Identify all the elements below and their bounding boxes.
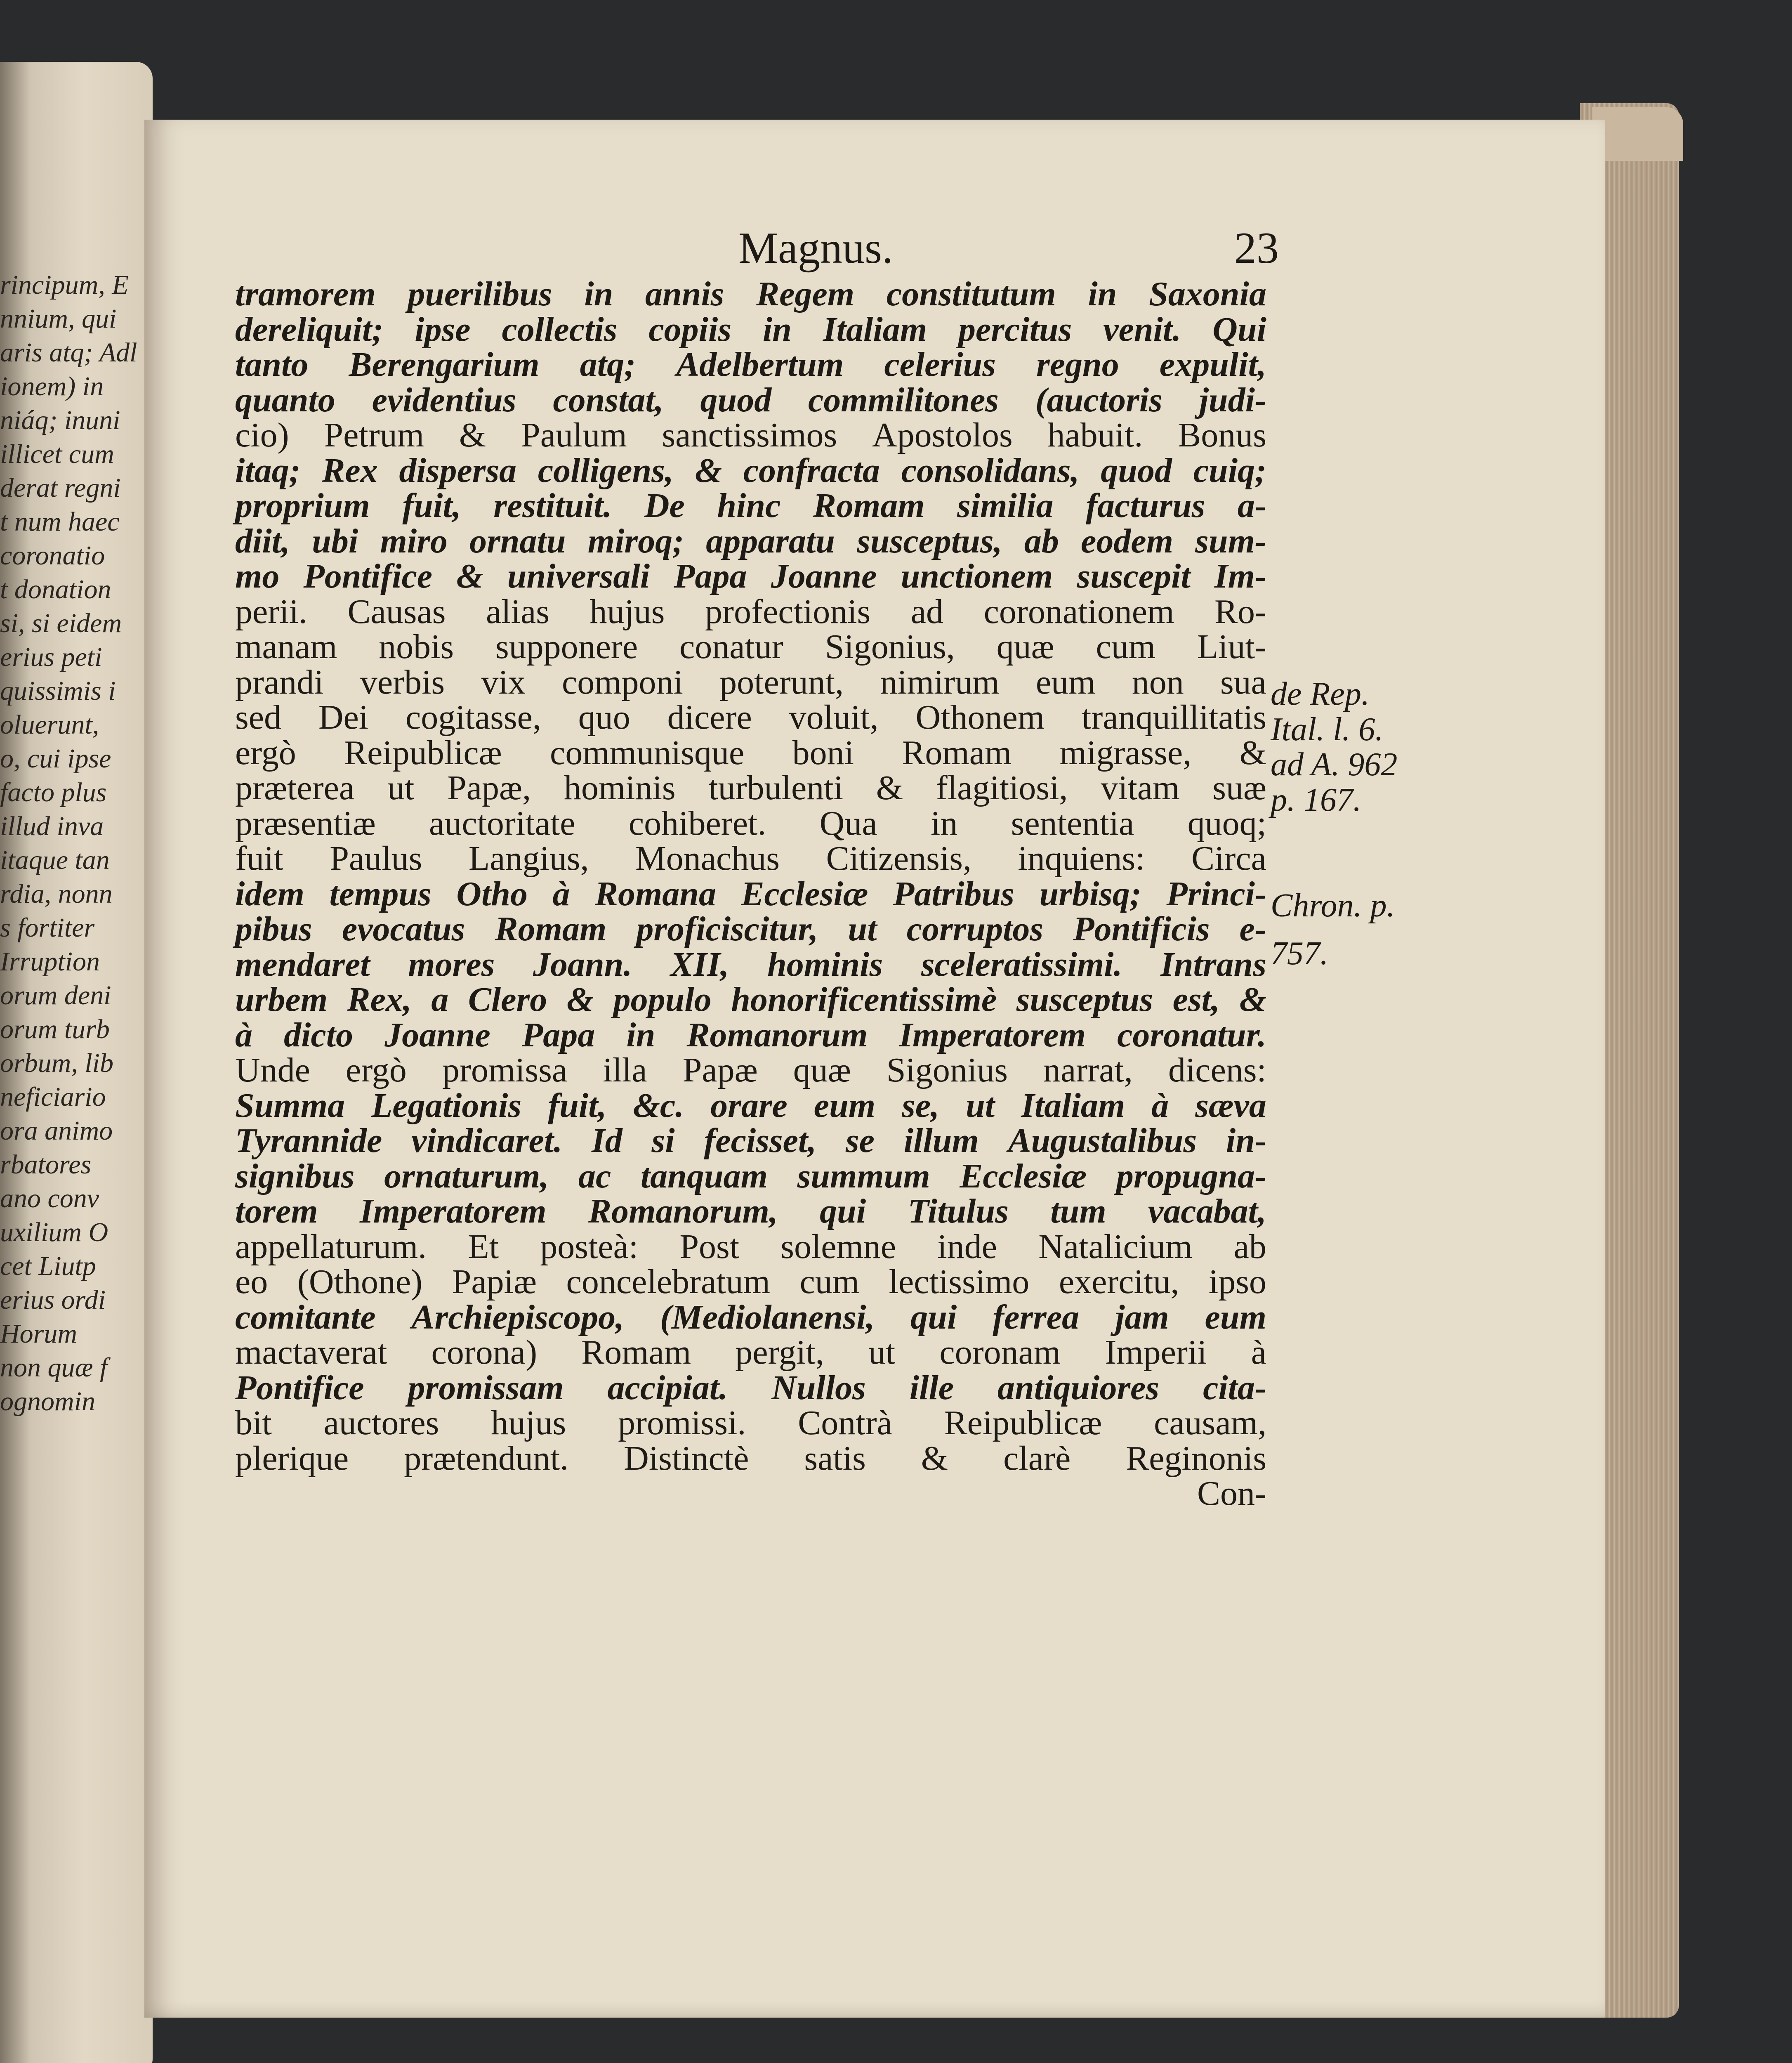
previous-page-line: Horum (0, 1319, 78, 1349)
previous-page-line: illicet cum (0, 439, 114, 469)
previous-page-line: illud inva (0, 811, 104, 841)
text-line: torem Imperatorem Romanorum, qui Titulus tum vacabat, (235, 1192, 1266, 1230)
previous-page-line: uxilium O (0, 1217, 108, 1247)
previous-page-line: rbatores (0, 1150, 92, 1180)
previous-page-line: ognomin (0, 1386, 95, 1416)
previous-page-line: Irruption (0, 947, 100, 977)
text-line: prandi verbis vix componi poterunt, nimirum eum non sua (235, 663, 1266, 701)
running-title: Magnus. (738, 224, 893, 273)
text-line: perii. Causas alias hujus profectionis ad coronationem Ro- (235, 592, 1266, 631)
text-line: proprium fuit, restituit. De hinc Romam similia facturus a- (235, 486, 1266, 525)
body-text (235, 276, 1266, 1511)
text-line: diit, ubi miro ornatu miroq; apparatu susceptus, ab eodem sum- (235, 522, 1266, 560)
text-line: præterea ut Papæ, hominis turbulenti & flagitiosi, vitam suæ (235, 769, 1266, 807)
margin-note: ad A. 962 (1271, 746, 1398, 783)
previous-page-line: nnium, qui (0, 304, 117, 334)
previous-page-line: cet Liutp (0, 1251, 96, 1281)
text-line: signibus ornaturum, ac tanquam summum Ecclesiæ propugna- (235, 1157, 1266, 1195)
margin-note: de Rep. (1271, 676, 1370, 712)
previous-page-line: erius ordi (0, 1285, 106, 1315)
previous-page-line: o, cui ipse (0, 744, 111, 774)
text-line: mo Pontifice & universali Papa Joanne unctionem suscepit Im- (235, 557, 1266, 595)
text-line: fuit Paulus Langius, Monachus Citizensis, inquiens: Circa (235, 839, 1266, 878)
text-line: manam nobis supponere conatur Sigonius, quæ cum Liut- (235, 628, 1266, 666)
previous-page-line: orum turb (0, 1014, 110, 1044)
previous-page-line: si, si eidem (0, 608, 122, 638)
text-line: pibus evocatus Romam proficiscitur, ut corruptos Pontificis e- (235, 910, 1266, 948)
text-line: tanto Berengarium atq; Adelbertum celerius regno expulit, (235, 345, 1266, 384)
book-page-edges-top (1592, 107, 1683, 161)
previous-page-line: facto plus (0, 777, 107, 807)
previous-page-line: s fortiter (0, 913, 95, 943)
text-line: mactaverat corona) Romam pergit, ut coronam Imperii à (235, 1333, 1266, 1371)
text-line: plerique prætendunt. Distinctè satis & clarè Reginonis (235, 1439, 1266, 1478)
previous-page-line: rincipum, E (0, 270, 129, 300)
text-line: idem tempus Otho à Romana Ecclesiæ Patribus urbisq; Princi- (235, 874, 1266, 913)
previous-page-line: neficiario (0, 1082, 106, 1112)
text-line: quanto evidentius constat, quod commilitones (auctoris judi- (235, 380, 1266, 419)
running-head (598, 223, 1279, 272)
text-line: itaq; Rex dispersa colligens, & confracta consolidans, quod cuiq; (235, 451, 1266, 490)
previous-page-line: orbum, lib (0, 1048, 114, 1078)
margin-note: p. 167. (1271, 781, 1361, 818)
text-line: Tyrannide vindicaret. Id si fecisset, se illum Augustalibus in- (235, 1121, 1266, 1160)
text-line: Pontifice promissam accipiat. Nullos ille antiquiores cita- (235, 1368, 1266, 1407)
text-line: mendaret mores Joann. XII, hominis sceleratissimi. Intrans (235, 945, 1266, 984)
text-line: sed Dei cogitasse, quo dicere voluit, Othonem tranquillitatis (235, 698, 1266, 736)
text-line: à dicto Joanne Papa in Romanorum Imperatorem coronatur. (235, 1015, 1266, 1054)
previous-page-line: ano conv (0, 1183, 99, 1213)
text-line: tramorem puerilibus in annis Regem constitutum in Saxonia (235, 275, 1266, 313)
previous-page-line: erius peti (0, 642, 102, 672)
margin-note: Chron. p. (1271, 888, 1395, 924)
previous-page-line: coronatio (0, 541, 105, 571)
margin-note: 757. (1271, 935, 1328, 972)
previous-page-line: itaque tan (0, 845, 110, 875)
text-line: Summa Legationis fuit, &c. orare eum se, ut Italiam à sæva (235, 1086, 1266, 1125)
previous-page-text (0, 268, 153, 1419)
previous-page-line: oluerunt, (0, 710, 99, 740)
text-line: Unde ergò promissa illa Papæ quæ Sigonius narrat, dicens: (235, 1051, 1266, 1089)
text-line: præsentiæ auctoritate cohiberet. Qua in sententia quoq; (235, 804, 1266, 843)
previous-page-line: t num haec (0, 507, 120, 537)
margin-note: Ital. l. 6. (1271, 711, 1384, 748)
text-line: bit auctores hujus promissi. Contrà Reipublicæ causam, (235, 1404, 1266, 1442)
text-line: cio) Petrum & Paulum sanctissimos Apostolos habuit. Bonus (235, 416, 1266, 454)
page-number: 23 (1234, 224, 1279, 273)
previous-page-line: derat regni (0, 473, 121, 503)
previous-page-line: ionem) in (0, 371, 104, 401)
book-page (144, 120, 1605, 2018)
previous-page-line: ora animo (0, 1116, 113, 1146)
text-line: dereliquit; ipse collectis copiis in Italiam percitus venit. Qui (235, 310, 1266, 349)
previous-page-line: t donation (0, 574, 111, 604)
previous-page-line: quissimis i (0, 676, 116, 706)
text-line: urbem Rex, a Clero & populo honorificentissimè susceptus est, & (235, 980, 1266, 1019)
previous-page-line: orum deni (0, 980, 111, 1010)
previous-page-line: niáq; inuni (0, 405, 120, 435)
text-line: eo (Othone) Papiæ concelebratum cum lectissimo exercitu, ipso (235, 1263, 1266, 1301)
previous-page-fragment (0, 62, 153, 2063)
previous-page-line: non quæ f (0, 1353, 108, 1383)
previous-page-line: aris atq; Adl (0, 338, 137, 368)
text-line: comitante Archiepiscopo, (Mediolanensi, qui ferrea jam eum (235, 1298, 1266, 1336)
text-line: ergò Reipublicæ communisque boni Romam migrasse, & (235, 733, 1266, 772)
previous-page-line: rdia, nonn (0, 879, 113, 909)
text-line: Con- (1197, 1474, 1266, 1513)
text-line: appellaturum. Et posteà: Post solemne inde Natalicium ab (235, 1227, 1266, 1266)
